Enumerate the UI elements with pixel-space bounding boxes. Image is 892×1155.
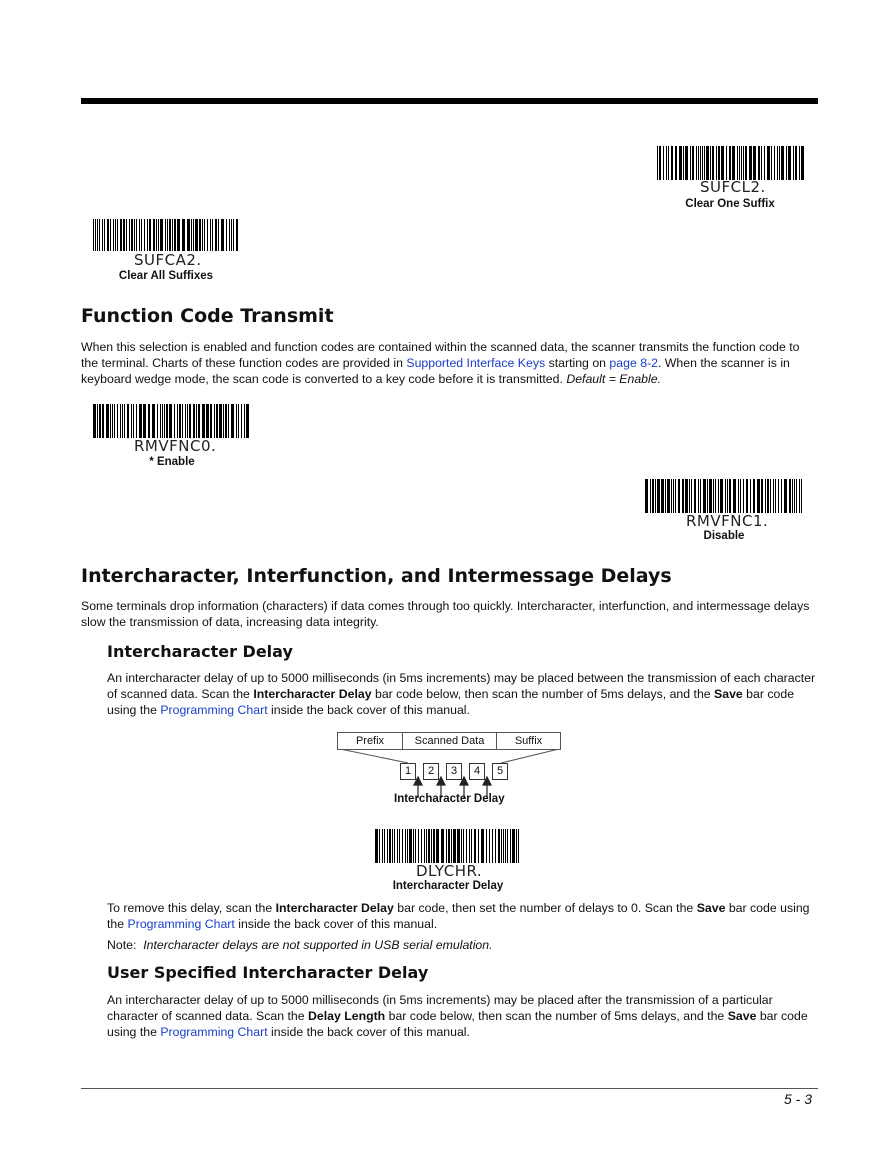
text: inside the back cover of this manual. — [267, 1025, 470, 1039]
barcode-code: SUFCL2. — [700, 178, 766, 196]
delays-paragraph: Some terminals drop information (characters) if data comes through too quickly. Intercharacter, interfunction, and intermessage delays slow the transmission of data, increasing data integrity. — [81, 599, 810, 629]
text: An intercharacter delay of up to 5000 milliseconds (in 5ms increments) may be placed after the transmission of a particular character of scanned data. Scan the — [107, 993, 773, 1023]
diagram-box-2: 2 — [423, 763, 439, 780]
diagram-box-5: 5 — [492, 763, 508, 780]
barcode-code: RMVFNC1. — [686, 512, 769, 530]
text: bar code using the — [107, 901, 810, 931]
barcode-caption: Clear All Suffixes — [118, 270, 214, 282]
subsection-title-intercharacter-delay: Intercharacter Delay — [107, 642, 293, 661]
default-note: Default = Enable. — [566, 372, 662, 386]
link-page-8-2[interactable]: page 8-2 — [609, 356, 658, 370]
subsection-title-user-specified-delay: User Specified Intercharacter Delay — [107, 963, 429, 982]
barcode-clear-one-suffix — [656, 146, 806, 212]
intercharacter-delay-diagram — [330, 730, 570, 810]
text: starting on — [545, 356, 610, 370]
barcode-code: DLYCHR. — [416, 862, 483, 880]
link-programming-chart[interactable]: Programming Chart — [127, 917, 235, 931]
bold-text: Intercharacter Delay — [275, 901, 394, 915]
diagram-suffix: Suffix — [496, 732, 561, 750]
barcode-caption: Disable — [703, 530, 745, 542]
text: To remove this delay, scan the — [107, 901, 276, 915]
diagram-prefix: Prefix — [337, 732, 403, 750]
link-programming-chart[interactable]: Programming Chart — [160, 1025, 268, 1039]
note — [107, 937, 819, 953]
section-title-function-code-transmit: Function Code Transmit — [81, 305, 334, 327]
bold-text: Save — [714, 687, 743, 701]
barcode-disable — [644, 479, 806, 545]
text: inside the back cover of this manual. — [267, 703, 470, 717]
footer-rule — [81, 1088, 818, 1089]
diagram-caption: Intercharacter Delay — [394, 793, 505, 805]
text: bar code using the — [107, 687, 795, 717]
text: bar code below, then scan the number of 5ms delays, and the — [385, 1009, 728, 1023]
bold-text: Delay Length — [307, 1009, 386, 1023]
remove-delay-paragraph — [107, 900, 819, 932]
barcode-bars — [644, 479, 804, 513]
barcode-caption: Intercharacter Delay — [392, 880, 504, 892]
barcode-code: RMVFNC0. — [134, 437, 217, 455]
diagram-box-1: 1 — [400, 763, 416, 780]
user-specified-delay-paragraph — [107, 992, 819, 1040]
page-number: 5 - 3 — [783, 1091, 812, 1107]
bold-text: Intercharacter Delay — [253, 687, 372, 701]
intercharacter-delay-paragraph — [107, 670, 819, 718]
barcode-bars — [92, 219, 240, 251]
bold-text: Save — [727, 1009, 757, 1023]
text: When this selection is enabled and function codes are contained within the scanned data, the scanner transmits the function code to the terminal. Charts of these function codes are provided in — [81, 340, 800, 370]
section-title-delays: Intercharacter, Interfunction, and Intermessage Delays — [81, 565, 672, 587]
barcode-caption: Clear One Suffix — [685, 198, 775, 210]
barcode-bars — [374, 829, 522, 863]
barcode-bars — [656, 146, 804, 180]
text: bar code using the — [107, 1009, 808, 1039]
diagram-scanned-data: Scanned Data — [402, 732, 497, 750]
link-programming-chart[interactable]: Programming Chart — [160, 703, 268, 717]
note-text: Intercharacter delays are not supported in USB serial emulation. — [143, 938, 493, 952]
diagram-box-3: 3 — [446, 763, 462, 780]
barcode-intercharacter-delay — [374, 829, 524, 895]
text: bar code, then set the number of delays to 0. Scan the — [393, 901, 697, 915]
barcode-bars — [92, 404, 252, 438]
text: An intercharacter delay of up to 5000 milliseconds (in 5ms increments) may be placed between the transmission of each character of scanned data. Scan the — [107, 671, 816, 701]
barcode-clear-all-suffixes — [92, 219, 242, 285]
diagram-box-4: 4 — [469, 763, 485, 780]
bold-text: Save — [696, 901, 726, 915]
link-supported-interface-keys[interactable]: Supported Interface Keys — [406, 356, 546, 370]
note-label: Note: — [107, 938, 137, 952]
header-rule — [81, 98, 818, 104]
barcode-code: SUFCA2. — [134, 251, 202, 269]
function-code-paragraph — [81, 339, 819, 387]
text: inside the back cover of this manual. — [234, 917, 438, 931]
barcode-caption: * Enable — [149, 456, 195, 468]
barcode-enable — [92, 404, 254, 472]
text: . When the scanner is in keyboard wedge mode, the scan code is converted to a key code before it is transmitted. — [81, 356, 790, 386]
text: bar code below, then scan the number of 5ms delays, and the — [371, 687, 715, 701]
